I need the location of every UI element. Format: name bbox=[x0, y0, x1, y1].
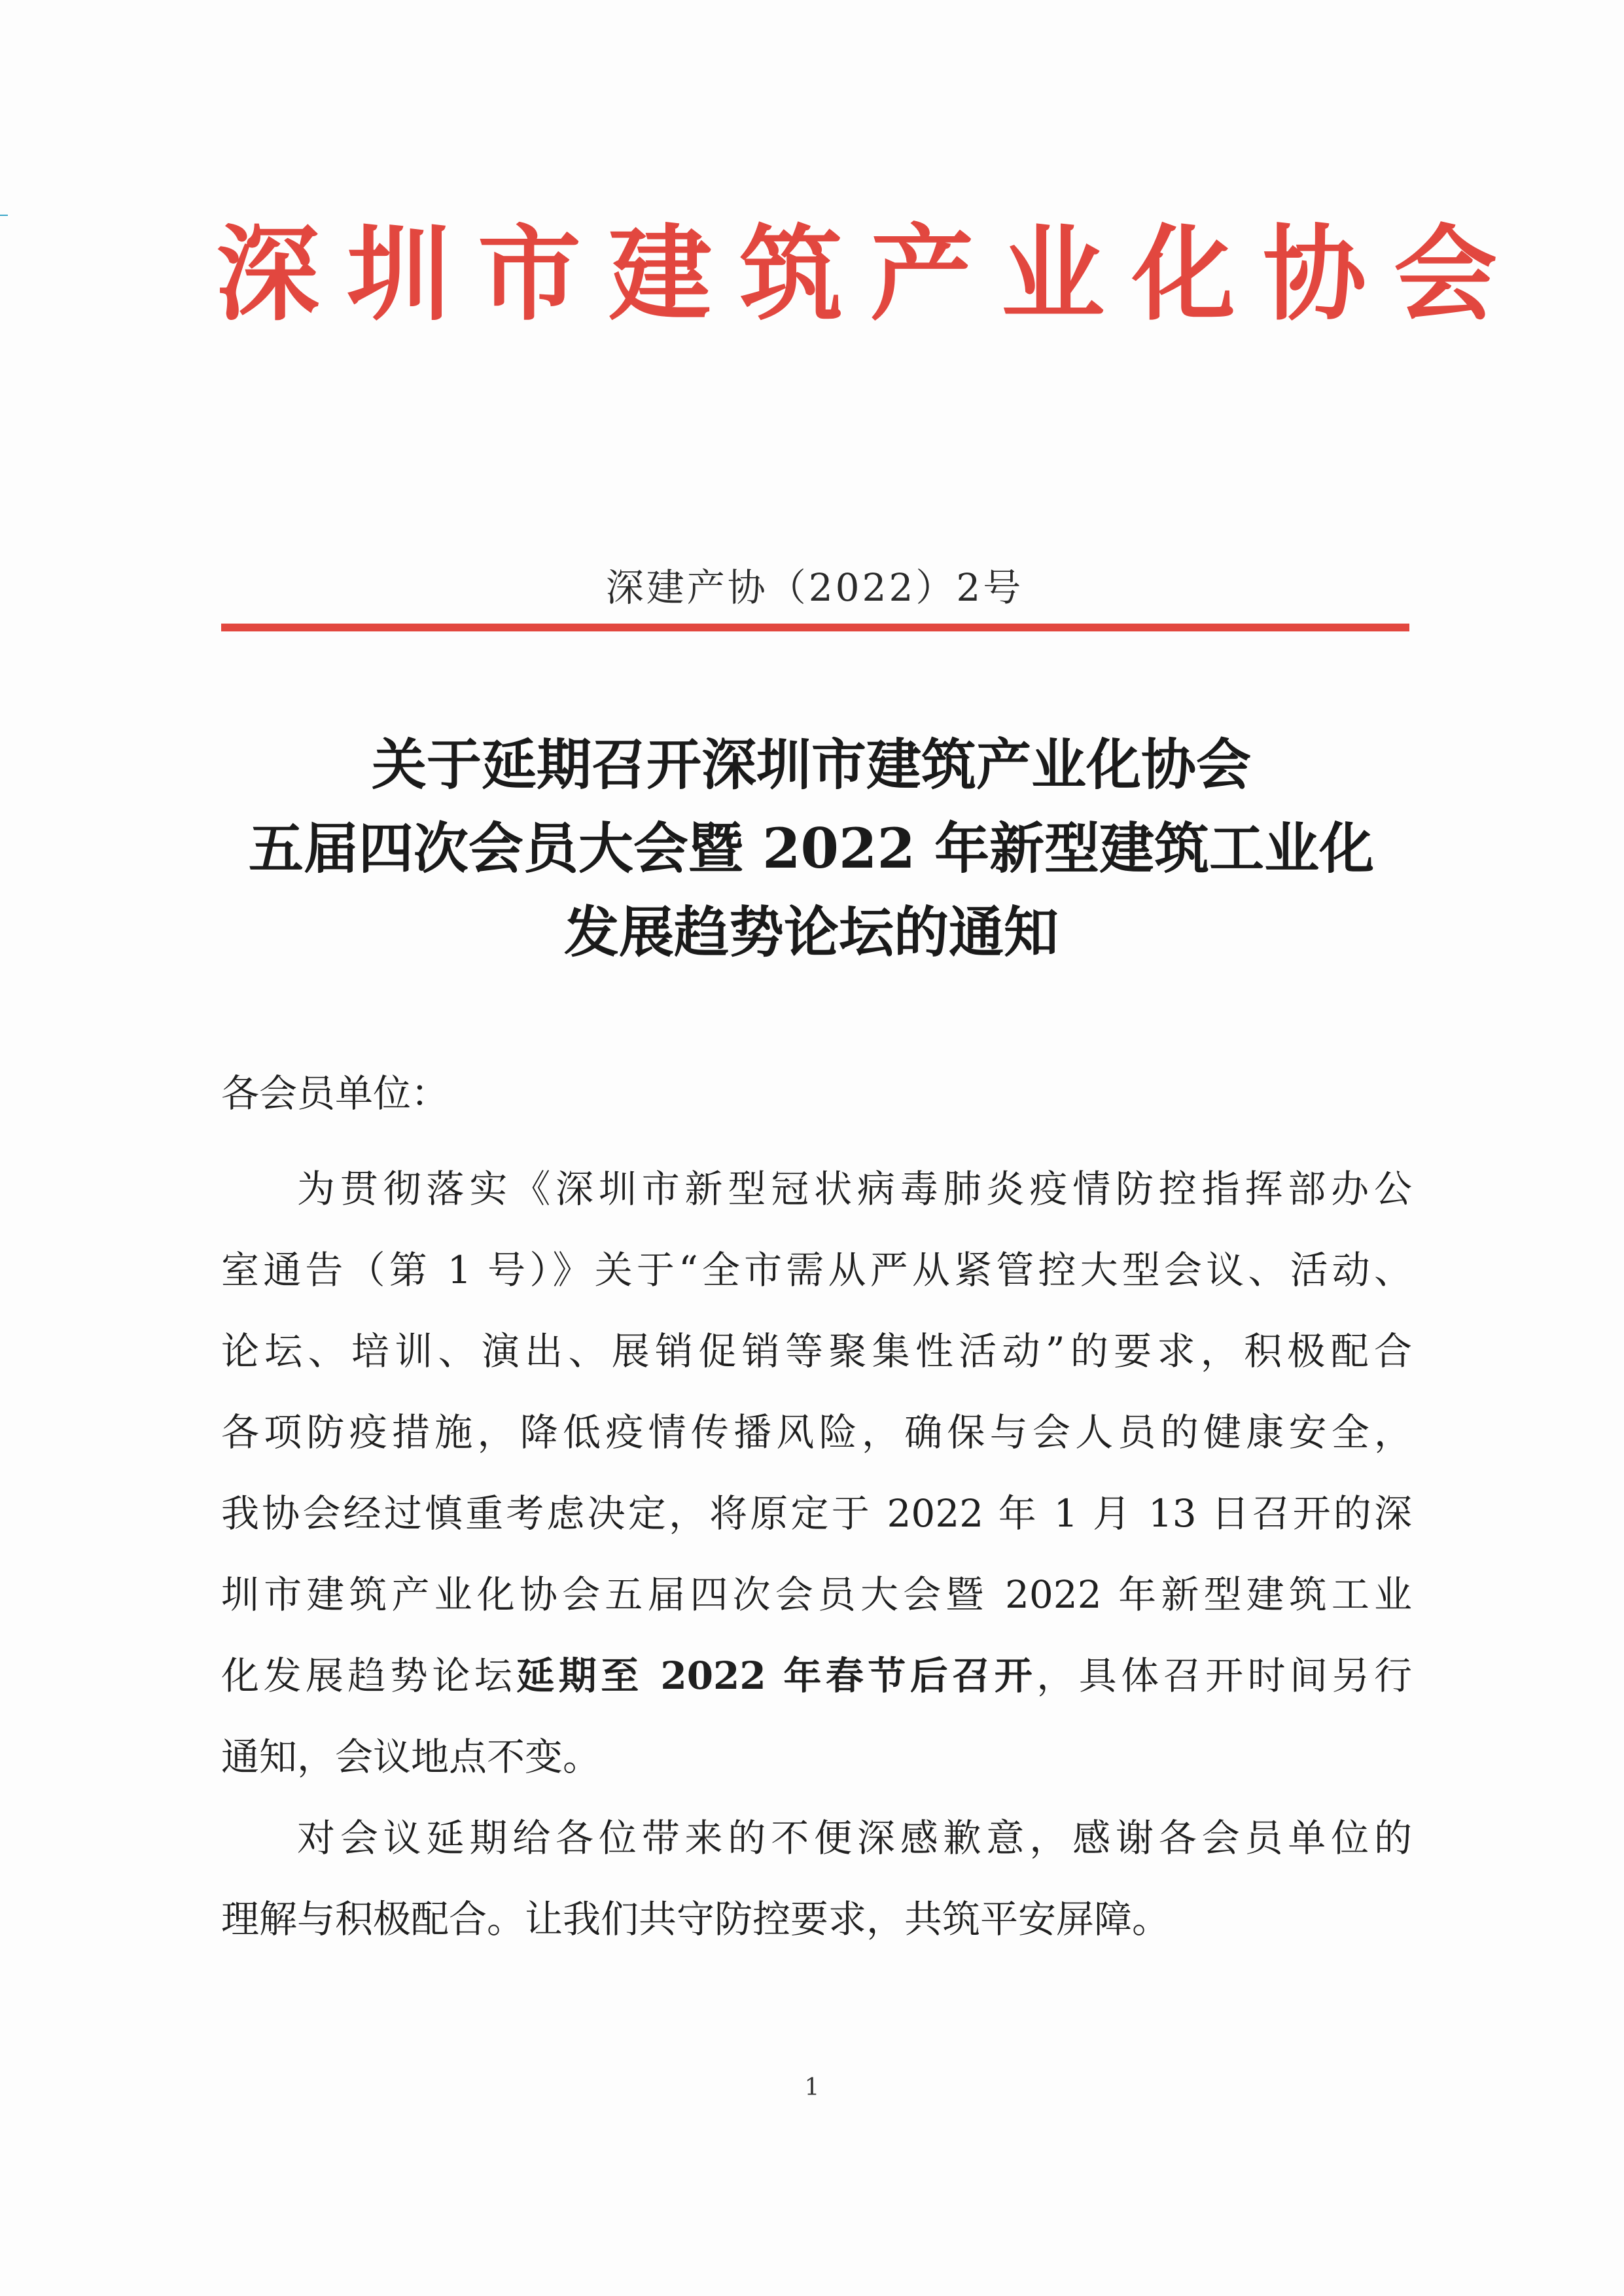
salutation: 各会员单位： bbox=[221, 1071, 450, 1116]
paragraph-1-line-8: 通知，会议地点不变。 bbox=[221, 1735, 601, 1779]
paragraph-1-line-3: 论坛、培训、演出、展销促销等聚集性活动”的要求，积极配合 bbox=[221, 1329, 1412, 1373]
organization-header: 深圳市建筑产业化协会 bbox=[216, 214, 1525, 335]
title-line-3: 发展趋势论坛的通知 bbox=[563, 900, 1059, 964]
title-line-1: 关于延期召开深圳市建筑产业化协会 bbox=[371, 732, 1251, 797]
line-7-text: 化发展趋势论坛 bbox=[221, 1653, 517, 1698]
paragraph-1-line-4: 各项防疫措施，降低疫情传播风险，确保与会人员的健康安全， bbox=[221, 1410, 1412, 1455]
paragraph-2-line-2: 理解与积极配合。让我们共守防控要求，共筑平安屏障。 bbox=[221, 1897, 1171, 1941]
paragraph-1-line-7 bbox=[221, 1635, 1412, 1716]
document-title bbox=[196, 723, 1426, 974]
body-text bbox=[221, 1148, 1412, 1960]
paragraph-1-line-6: 圳市建筑产业化协会五届四次会员大会暨 2022 年新型建筑工业 bbox=[221, 1572, 1412, 1617]
document-number: 深建产协（2022）2号 bbox=[605, 565, 1024, 610]
title-line-2: 五届四次会员大会暨 2022 年新型建筑工业化 bbox=[248, 816, 1375, 881]
postponement-emphasis: 延期至 2022 年春节后召开 bbox=[516, 1653, 1037, 1698]
red-divider-line bbox=[221, 624, 1409, 631]
paragraph-1-line-1: 为贯彻落实《深圳市新型冠状病毒肺炎疫情防控指挥部办公 bbox=[297, 1167, 1412, 1211]
paragraph-1-line-2: 室通告（第 1 号）》关于“全市需从严从紧管控大型会议、活动、 bbox=[221, 1248, 1412, 1292]
line-7-tail: ，具体召开时间另行 bbox=[1036, 1653, 1412, 1698]
scan-edge-mark bbox=[0, 215, 8, 216]
paragraph-1-line-5: 我协会经过慎重考虑决定，将原定于 2022 年 1 月 13 日召开的深 bbox=[221, 1491, 1412, 1536]
paragraph-2-line-1: 对会议延期给各位带来的不便深感歉意，感谢各会员单位的 bbox=[297, 1816, 1412, 1860]
page-number: 1 bbox=[804, 2074, 820, 2101]
